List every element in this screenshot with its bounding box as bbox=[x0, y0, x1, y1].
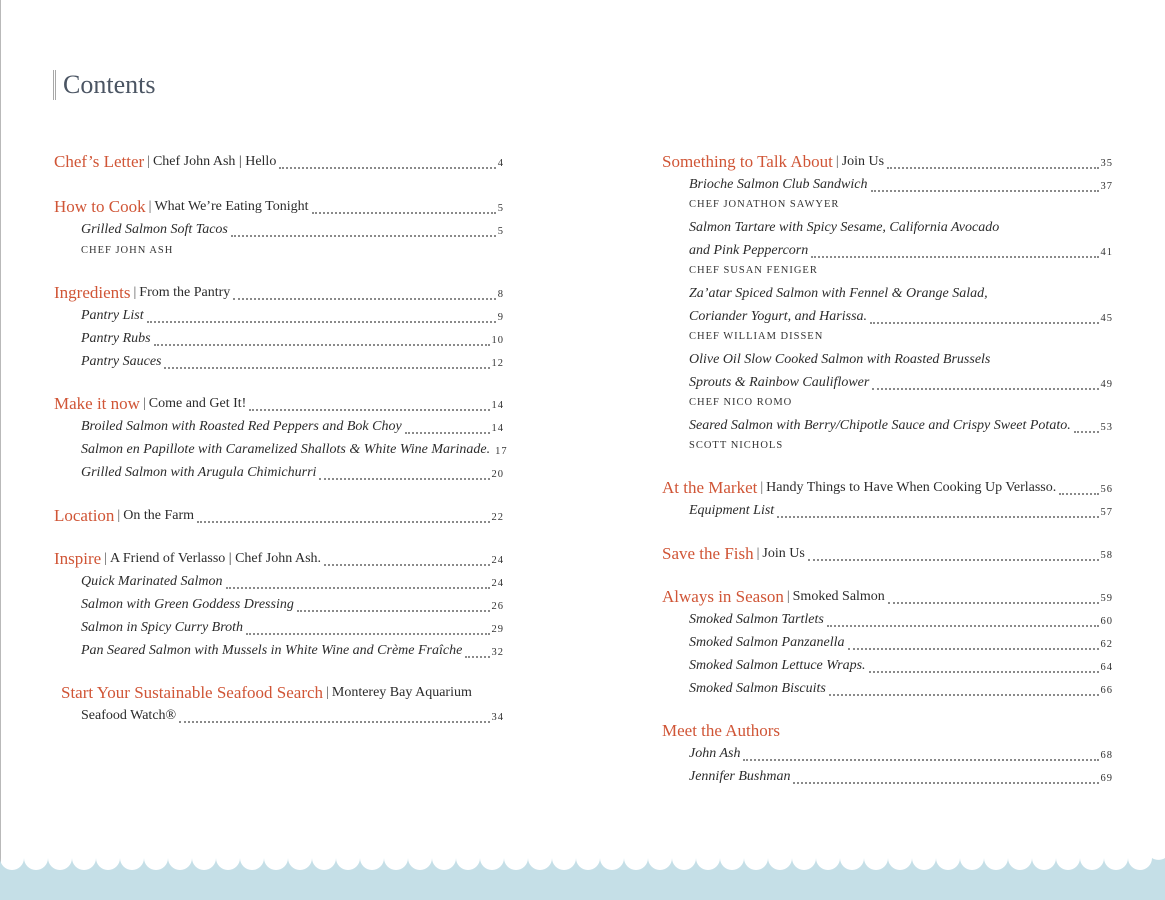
toc-recipe-entry[interactable] bbox=[689, 218, 1113, 238]
chef-name: CHEF WILLIAM DISSEN bbox=[689, 331, 824, 342]
recipe-title[interactable]: Salmon with Green Goddess Dressing bbox=[81, 597, 294, 612]
dot-leader bbox=[405, 418, 490, 434]
dot-leader bbox=[888, 588, 1099, 604]
recipe-title[interactable]: Salmon Tartare with Spicy Sesame, California Avocado bbox=[689, 220, 1000, 235]
section-title[interactable]: Inspire bbox=[54, 549, 102, 568]
toc-recipe-entry[interactable] bbox=[689, 175, 1113, 195]
section-title[interactable]: Meet the Authors bbox=[662, 721, 781, 740]
dot-leader bbox=[197, 507, 490, 523]
toc-section-entry[interactable] bbox=[54, 549, 504, 569]
recipe-title[interactable]: Pan Seared Salmon with Mussels in White Wine and Crème Fraîche bbox=[81, 643, 463, 658]
section-subtitle: On the Farm bbox=[123, 508, 194, 523]
chef-credit bbox=[689, 264, 1113, 278]
dot-leader bbox=[226, 573, 490, 589]
dot-leader bbox=[465, 642, 489, 658]
page-number: 14 bbox=[491, 423, 504, 434]
toc-recipe-entry[interactable] bbox=[81, 220, 504, 240]
page-number: 68 bbox=[1100, 750, 1113, 761]
recipe-title[interactable]: Brioche Salmon Club Sandwich bbox=[689, 177, 868, 192]
chef-credit bbox=[689, 198, 1113, 212]
page-number: 49 bbox=[1100, 379, 1113, 390]
title-separator: | bbox=[117, 508, 121, 523]
dot-leader bbox=[319, 464, 489, 480]
toc-section-entry[interactable] bbox=[662, 721, 1113, 741]
recipe-title[interactable]: Pantry Rubs bbox=[81, 331, 151, 346]
dot-leader bbox=[848, 634, 1099, 650]
section-title[interactable]: At the Market bbox=[662, 478, 758, 497]
dot-leader bbox=[829, 680, 1099, 696]
title-separator: | bbox=[148, 199, 152, 214]
dot-leader bbox=[312, 198, 496, 214]
chef-name: CHEF SUSAN FENIGER bbox=[689, 265, 818, 276]
section-title[interactable]: Save the Fish bbox=[662, 544, 754, 563]
chef-name: SCOTT NICHOLS bbox=[689, 440, 784, 451]
page-number: 20 bbox=[491, 469, 504, 480]
page-number: 14 bbox=[491, 400, 504, 411]
toc-recipe-entry[interactable] bbox=[689, 679, 1113, 699]
toc-recipe-entry[interactable] bbox=[81, 463, 504, 483]
toc-recipe-entry[interactable] bbox=[689, 350, 1113, 370]
dot-leader bbox=[1059, 479, 1098, 495]
section-title[interactable]: Start Your Sustainable Seafood Search bbox=[61, 683, 324, 702]
recipe-title[interactable]: Smoked Salmon Lettuce Wraps. bbox=[689, 658, 866, 673]
section-subtitle: Join Us bbox=[762, 546, 805, 561]
dot-leader bbox=[164, 353, 489, 369]
title-separator: | bbox=[133, 285, 137, 300]
page-number: 32 bbox=[491, 647, 504, 658]
page-title: Contents bbox=[53, 70, 155, 100]
recipe-title[interactable]: Salmon en Papillote with Caramelized Shallots & White Wine Marinade. bbox=[81, 442, 491, 457]
dot-leader bbox=[154, 330, 490, 346]
dot-leader bbox=[871, 176, 1099, 192]
title-separator: | bbox=[756, 546, 760, 561]
recipe-title[interactable]: Smoked Salmon Biscuits bbox=[689, 681, 826, 696]
page-number: 62 bbox=[1100, 639, 1113, 650]
title-separator: | bbox=[142, 396, 146, 411]
page-edge-rule bbox=[0, 0, 1, 900]
chef-name: CHEF JOHN ASH bbox=[81, 245, 174, 256]
toc-section-entry[interactable] bbox=[54, 197, 504, 217]
dot-leader bbox=[233, 284, 495, 300]
section-subtitle: Smoked Salmon bbox=[792, 589, 885, 604]
page-number: 66 bbox=[1100, 685, 1113, 696]
dot-leader bbox=[147, 307, 496, 323]
dot-leader bbox=[324, 550, 489, 566]
page-number: 57 bbox=[1100, 507, 1113, 518]
page-number: 41 bbox=[1100, 247, 1113, 258]
toc-recipe-entry[interactable] bbox=[81, 595, 504, 615]
section-subtitle: Come and Get It! bbox=[148, 396, 247, 411]
section-subtitle: Handy Things to Have When Cooking Up Verlasso. bbox=[766, 480, 1057, 495]
page-number: 35 bbox=[1100, 158, 1113, 169]
section-title[interactable]: Ingredients bbox=[54, 283, 131, 302]
recipe-title[interactable]: Seared Salmon with Berry/Chipotle Sauce and Crispy Sweet Potato. bbox=[689, 418, 1071, 433]
dot-leader bbox=[869, 657, 1099, 673]
recipe-title[interactable]: Salmon in Spicy Curry Broth bbox=[81, 620, 244, 635]
section-title[interactable]: Chef’s Letter bbox=[54, 152, 145, 171]
section-subtitle: Join Us bbox=[841, 154, 885, 169]
page-number: 12 bbox=[491, 358, 504, 369]
page-number: 56 bbox=[1100, 484, 1113, 495]
section-subtitle: A Friend of Verlasso | Chef John Ash. bbox=[110, 551, 322, 566]
chef-credit bbox=[81, 244, 504, 258]
dot-leader bbox=[872, 374, 1098, 390]
title-separator: | bbox=[760, 480, 764, 495]
dot-leader bbox=[179, 707, 489, 723]
page-number: 29 bbox=[491, 624, 504, 635]
dot-leader bbox=[1074, 417, 1099, 433]
toc-section-entry[interactable] bbox=[54, 394, 504, 414]
dot-leader bbox=[246, 619, 489, 635]
recipe-title[interactable]: Smoked Salmon Panzanella bbox=[689, 635, 845, 650]
toc-recipe-entry[interactable] bbox=[689, 284, 1113, 304]
recipe-title[interactable]: Sprouts & Rainbow Cauliflower bbox=[689, 375, 870, 390]
title-separator: | bbox=[835, 154, 839, 169]
section-title[interactable]: Location bbox=[54, 506, 115, 525]
toc-recipe-entry[interactable] bbox=[81, 641, 504, 661]
toc-recipe-entry[interactable] bbox=[81, 329, 504, 349]
toc-recipe-entry[interactable] bbox=[689, 656, 1113, 676]
recipe-title[interactable]: Jennifer Bushman bbox=[689, 769, 791, 784]
page-number: 53 bbox=[1100, 422, 1113, 433]
title-separator: | bbox=[147, 154, 150, 169]
chef-name: CHEF JONATHON SAWYER bbox=[689, 199, 840, 210]
page-number: 59 bbox=[1100, 593, 1113, 604]
page-number: 9 bbox=[497, 312, 504, 323]
recipe-title[interactable]: Za’atar Spiced Salmon with Fennel & Orange Salad, bbox=[689, 286, 988, 301]
recipe-title[interactable]: Smoked Salmon Tartlets bbox=[689, 612, 824, 627]
toc-recipe-entry[interactable] bbox=[689, 241, 1113, 261]
dot-leader bbox=[793, 768, 1098, 784]
title-separator: | bbox=[786, 589, 790, 604]
dot-leader bbox=[777, 502, 1098, 518]
recipe-title[interactable]: and Pink Peppercorn bbox=[689, 243, 809, 258]
dot-leader bbox=[870, 308, 1098, 324]
section-title[interactable]: Make it now bbox=[54, 394, 140, 413]
recipe-title[interactable]: Pantry List bbox=[81, 308, 144, 323]
dot-leader bbox=[743, 745, 1098, 761]
recipe-title[interactable]: Coriander Yogurt, and Harissa. bbox=[689, 309, 868, 324]
toc-recipe-entry[interactable] bbox=[689, 767, 1113, 787]
page-number: 5 bbox=[497, 203, 504, 214]
toc-section-entry[interactable] bbox=[662, 478, 1113, 498]
toc-recipe-entry[interactable] bbox=[81, 440, 508, 460]
section-title[interactable]: Always in Season bbox=[662, 587, 784, 606]
recipe-title[interactable]: Pantry Sauces bbox=[81, 354, 162, 369]
toc-recipe-entry[interactable] bbox=[81, 417, 504, 437]
page-number: 34 bbox=[491, 712, 504, 723]
toc-recipe-entry[interactable] bbox=[81, 618, 504, 638]
section-subtitle: Monterey Bay Aquarium bbox=[331, 685, 472, 700]
page-number: 45 bbox=[1100, 313, 1113, 324]
toc-recipe-entry[interactable] bbox=[689, 633, 1113, 653]
dot-leader bbox=[249, 395, 489, 411]
recipe-title[interactable]: Quick Marinated Salmon bbox=[81, 574, 223, 589]
toc-recipe-entry[interactable] bbox=[689, 610, 1113, 630]
toc-recipe-entry[interactable] bbox=[689, 501, 1113, 521]
page-number: 8 bbox=[497, 289, 504, 300]
dot-leader bbox=[279, 153, 495, 169]
title-separator: | bbox=[326, 685, 329, 700]
chef-name: CHEF NICO ROMO bbox=[689, 397, 793, 408]
toc-recipe-entry[interactable] bbox=[81, 306, 504, 326]
toc-recipe-entry[interactable] bbox=[81, 572, 504, 592]
recipe-title[interactable]: Broiled Salmon with Roasted Red Peppers and Bok Choy bbox=[81, 419, 402, 434]
page-number: 22 bbox=[491, 512, 504, 523]
toc-section-entry[interactable] bbox=[61, 683, 504, 703]
wave-decoration bbox=[0, 848, 1165, 900]
dot-leader bbox=[231, 221, 496, 237]
page-number: 24 bbox=[491, 555, 504, 566]
page-number: 17 bbox=[495, 446, 508, 457]
page-number: 24 bbox=[491, 578, 504, 589]
page-number: 10 bbox=[491, 335, 504, 346]
toc-section-entry[interactable] bbox=[662, 544, 1113, 564]
section-subtitle: What We’re Eating Tonight bbox=[154, 199, 309, 214]
recipe-title[interactable]: Olive Oil Slow Cooked Salmon with Roasted Brussels bbox=[689, 352, 991, 367]
recipe-title[interactable]: John Ash bbox=[689, 746, 741, 761]
recipe-title[interactable]: Grilled Salmon with Arugula Chimichurri bbox=[81, 465, 317, 480]
toc-section-entry[interactable] bbox=[54, 283, 504, 303]
recipe-title[interactable]: Grilled Salmon Soft Tacos bbox=[81, 222, 228, 237]
recipe-title[interactable]: Equipment List bbox=[689, 503, 775, 518]
page-number: 64 bbox=[1100, 662, 1113, 673]
toc-entry-continuation[interactable] bbox=[81, 706, 504, 726]
page-number: 5 bbox=[497, 226, 504, 237]
chef-credit bbox=[689, 439, 1113, 453]
dot-leader bbox=[887, 153, 1098, 169]
dot-leader bbox=[808, 545, 1099, 561]
section-title[interactable]: Something to Talk About bbox=[662, 152, 833, 171]
title-separator: | bbox=[104, 551, 108, 566]
page-number: 37 bbox=[1100, 181, 1113, 192]
toc-section-entry[interactable] bbox=[662, 152, 1113, 172]
dot-leader bbox=[811, 242, 1098, 258]
page-number: 69 bbox=[1100, 773, 1113, 784]
toc-section-entry[interactable] bbox=[54, 152, 504, 172]
page-number: 60 bbox=[1100, 616, 1113, 627]
dot-leader bbox=[297, 596, 490, 612]
section-title[interactable]: How to Cook bbox=[54, 197, 146, 216]
toc-recipe-entry[interactable] bbox=[689, 373, 1113, 393]
section-subtitle: Chef John Ash | Hello bbox=[152, 154, 277, 169]
chef-credit bbox=[689, 396, 1113, 410]
page-number: 58 bbox=[1100, 550, 1113, 561]
page-number: 26 bbox=[491, 601, 504, 612]
section-subtitle: From the Pantry bbox=[139, 285, 231, 300]
chef-credit bbox=[689, 330, 1113, 344]
entry-text[interactable]: Seafood Watch® bbox=[81, 708, 177, 723]
toc-recipe-entry[interactable] bbox=[689, 416, 1113, 436]
toc-recipe-entry[interactable] bbox=[689, 307, 1113, 327]
dot-leader bbox=[827, 611, 1099, 627]
toc-recipe-entry[interactable] bbox=[81, 352, 504, 372]
toc-recipe-entry[interactable] bbox=[689, 744, 1113, 764]
toc-section-entry[interactable] bbox=[662, 587, 1113, 607]
page-number: 4 bbox=[497, 158, 504, 169]
toc-section-entry[interactable] bbox=[54, 506, 504, 526]
